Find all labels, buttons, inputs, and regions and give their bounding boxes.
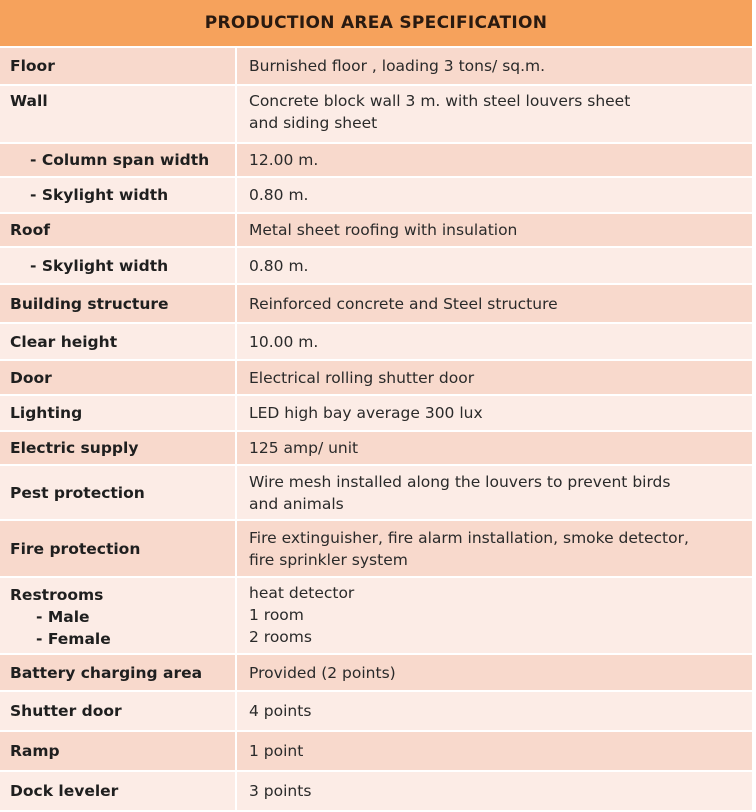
- row-label: Shutter door: [0, 692, 237, 730]
- row-label: Wall: [0, 86, 237, 142]
- table-row: [0, 214, 752, 248]
- row-value: [237, 466, 752, 519]
- table-row: [0, 578, 752, 655]
- table-row: [0, 772, 752, 812]
- table-row: [0, 48, 752, 86]
- row-value: 12.00 m.: [237, 144, 752, 176]
- table-row: [0, 655, 752, 692]
- table-row: [0, 432, 752, 466]
- table-row: [0, 361, 752, 396]
- table-row: [0, 396, 752, 432]
- row-label: - Column span width: [0, 144, 237, 176]
- row-label: Ramp: [0, 732, 237, 770]
- row-value: Provided (2 points): [237, 655, 752, 690]
- row-value-line: heat detector: [249, 584, 355, 602]
- row-value: Burnished floor , loading 3 tons/ sq.m.: [237, 48, 752, 84]
- table-row: [0, 521, 752, 578]
- table-row: [0, 692, 752, 732]
- row-label: - Skylight width: [0, 178, 237, 212]
- row-value: [237, 578, 752, 653]
- row-label: Building structure: [0, 285, 237, 322]
- table-title: PRODUCTION AREA SPECIFICATION: [0, 0, 752, 48]
- row-value: 0.80 m.: [237, 248, 752, 283]
- row-label: Fire protection: [0, 521, 237, 576]
- row-label-main: Restrooms: [10, 586, 104, 604]
- row-label: Lighting: [0, 396, 237, 430]
- row-value: Electrical rolling shutter door: [237, 361, 752, 394]
- row-label-sub: - Female: [36, 630, 111, 648]
- row-label: Floor: [0, 48, 237, 84]
- row-value: 125 amp/ unit: [237, 432, 752, 464]
- row-value-line: 2 rooms: [249, 628, 312, 646]
- row-label: Clear height: [0, 324, 237, 359]
- table-row: [0, 285, 752, 324]
- row-label: [0, 578, 237, 653]
- row-value: LED high bay average 300 lux: [237, 396, 752, 430]
- row-value: Metal sheet roofing with insulation: [237, 214, 752, 246]
- table-row: [0, 324, 752, 361]
- row-value: 3 points: [237, 772, 752, 810]
- row-value-line: fire sprinkler system: [249, 550, 408, 569]
- row-value-line: Concrete block wall 3 m. with steel louvers sheet: [249, 92, 631, 110]
- row-label: Roof: [0, 214, 237, 246]
- row-label: Dock leveler: [0, 772, 237, 810]
- row-label: Door: [0, 361, 237, 394]
- row-value: 4 points: [237, 692, 752, 730]
- row-label: Electric supply: [0, 432, 237, 464]
- row-value-line: Wire mesh installed along the louvers to prevent birds: [249, 472, 671, 491]
- table-row: [0, 732, 752, 772]
- row-value-line: and siding sheet: [249, 114, 378, 132]
- row-label: Pest protection: [0, 466, 237, 519]
- row-value-line: Fire extinguisher, fire alarm installation, smoke detector,: [249, 528, 689, 547]
- row-value-line: and animals: [249, 494, 344, 513]
- table-row: [0, 178, 752, 214]
- row-value: [237, 86, 752, 142]
- row-label: Battery charging area: [0, 655, 237, 690]
- row-value: 10.00 m.: [237, 324, 752, 359]
- row-value: 0.80 m.: [237, 178, 752, 212]
- table-row: [0, 144, 752, 178]
- row-label-sub: - Male: [36, 608, 90, 626]
- row-label: - Skylight width: [0, 248, 237, 283]
- table-row: [0, 86, 752, 144]
- row-value: 1 point: [237, 732, 752, 770]
- row-value-line: 1 room: [249, 606, 304, 624]
- table-row: [0, 466, 752, 521]
- table-row: [0, 248, 752, 285]
- row-value: [237, 521, 752, 576]
- row-value: Reinforced concrete and Steel structure: [237, 285, 752, 322]
